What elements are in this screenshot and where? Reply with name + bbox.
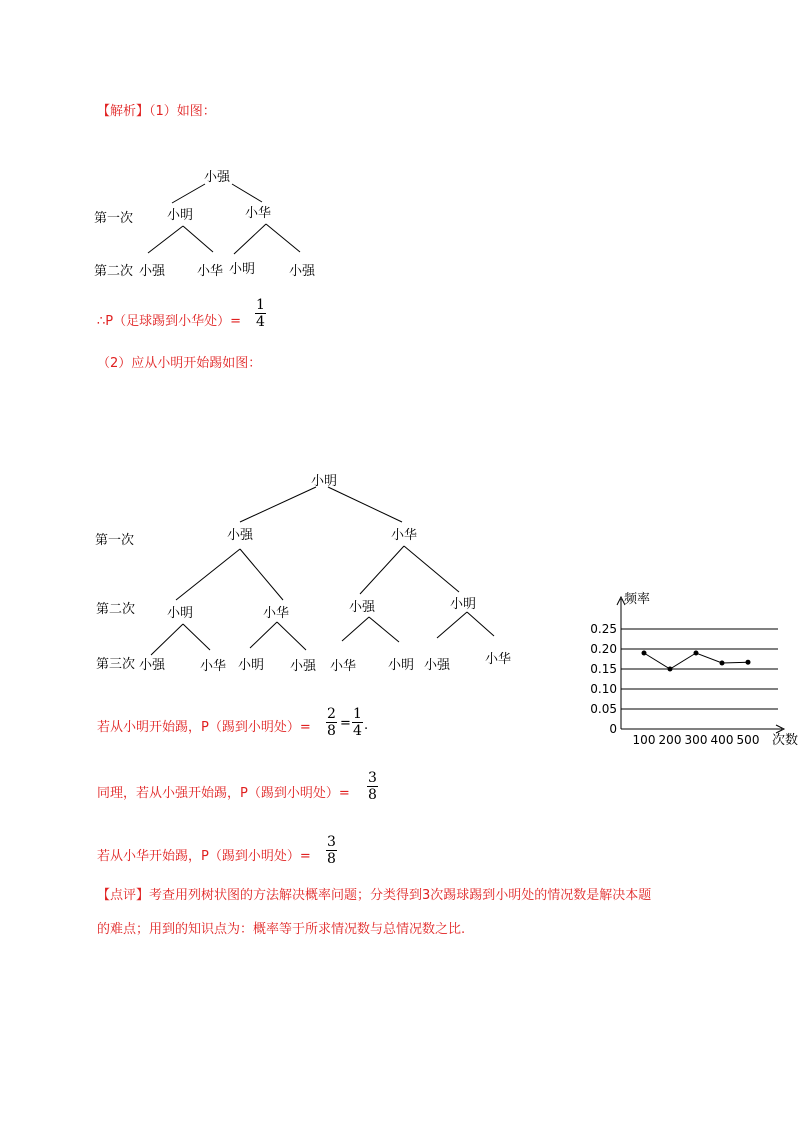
tree1-node: 小强 [139,264,166,279]
tree2-row2-label: 第二次 [96,602,136,617]
tree1-node: 小华 [245,206,272,221]
fraction-denominator: 4 [256,314,265,330]
equals-sign: = [340,716,351,731]
part1-label: （1）如图： [149,104,216,119]
result4-text: 若从小华开始踢，P（踢到小明处）= [97,849,311,864]
tree2-node: 小明 [167,606,194,621]
tree2-node: 小强 [227,528,254,543]
tree2-node: 小华 [263,606,290,621]
tree2-node: 小明 [450,597,477,612]
tree2-node: 小明 [388,658,415,673]
tree1-node: 小明 [167,208,194,223]
chart-y-ticks [590,622,617,736]
tree2-root: 小明 [311,474,338,489]
tree1-row2-label: 第二次 [94,264,134,279]
part2-label: （2）应从小明开始踢如图： [97,356,262,371]
result2-text: 若从小明开始踢，P（踢到小明处）= [97,720,311,735]
fraction-numerator: 3 [327,834,336,850]
y-tick-label: 0.20 [590,642,617,656]
fraction-numerator: 1 [256,297,265,313]
tree2-row3-label: 第三次 [96,657,136,672]
result3-text: 同理，若从小强开始踢，P（踢到小明处）= [97,786,350,801]
fraction-denominator: 4 [353,723,362,739]
period: . [364,718,369,733]
tree1-root: 小强 [204,170,231,185]
tree2-node: 小强 [349,600,376,615]
y-tick-label: 0.25 [590,622,617,636]
tree2-node: 小强 [139,658,166,673]
data-point [668,667,673,672]
tree2-node: 小华 [485,652,512,667]
tree1-node: 小明 [229,262,256,277]
tree1-node: 小强 [289,264,316,279]
x-tick-label: 400 [710,733,734,747]
tree2-row1-label: 第一次 [95,533,135,548]
fraction-denominator: 8 [368,787,377,803]
fraction-numerator: 2 [327,706,336,722]
data-point [642,651,647,656]
tree2-node: 小华 [200,659,227,674]
comment-text-1: 考查用列树状图的方法解决概率问题；分类得到3次踢球踢到小明处的情况数是解决本题 [149,888,652,903]
comment-header: 【点评】 [97,888,150,903]
tree1-row1-label: 第一次 [94,211,134,226]
fraction-numerator: 1 [353,706,362,722]
x-tick-label: 100 [632,733,656,747]
fraction-denominator: 8 [327,851,336,867]
tree2-node: 小强 [290,659,317,674]
comment-line-2: 的难点；用到的知识点为：概率等于所求情况数与总情况数之比. [97,922,466,937]
chart-axes [617,597,784,733]
y-tick-label: 0.15 [590,662,617,676]
fraction-denominator: 8 [327,723,336,739]
x-axis-label: 次数 [772,733,799,748]
y-tick-label: 0.05 [590,702,617,716]
analysis-header: 【解析】 [97,104,150,119]
tree2-node: 小明 [238,658,265,673]
x-tick-label: 500 [736,733,760,747]
data-point [746,660,751,665]
tree2-node: 小强 [424,658,451,673]
result1-text: ∴P（足球踢到小华处）= [97,314,242,329]
y-axis-label: 频率 [624,592,651,607]
tree2-node: 小华 [330,659,357,674]
y-tick-label: 0 [609,722,617,736]
data-point [720,661,725,666]
chart-x-ticks [633,733,760,747]
chart-grid [621,629,778,709]
y-tick-label: 0.10 [590,682,617,696]
data-point [694,651,699,656]
x-tick-label: 300 [684,733,708,747]
x-tick-label: 200 [658,733,682,747]
tree1-node: 小华 [197,264,224,279]
fraction-numerator: 3 [368,770,377,786]
tree2-node: 小华 [391,528,418,543]
